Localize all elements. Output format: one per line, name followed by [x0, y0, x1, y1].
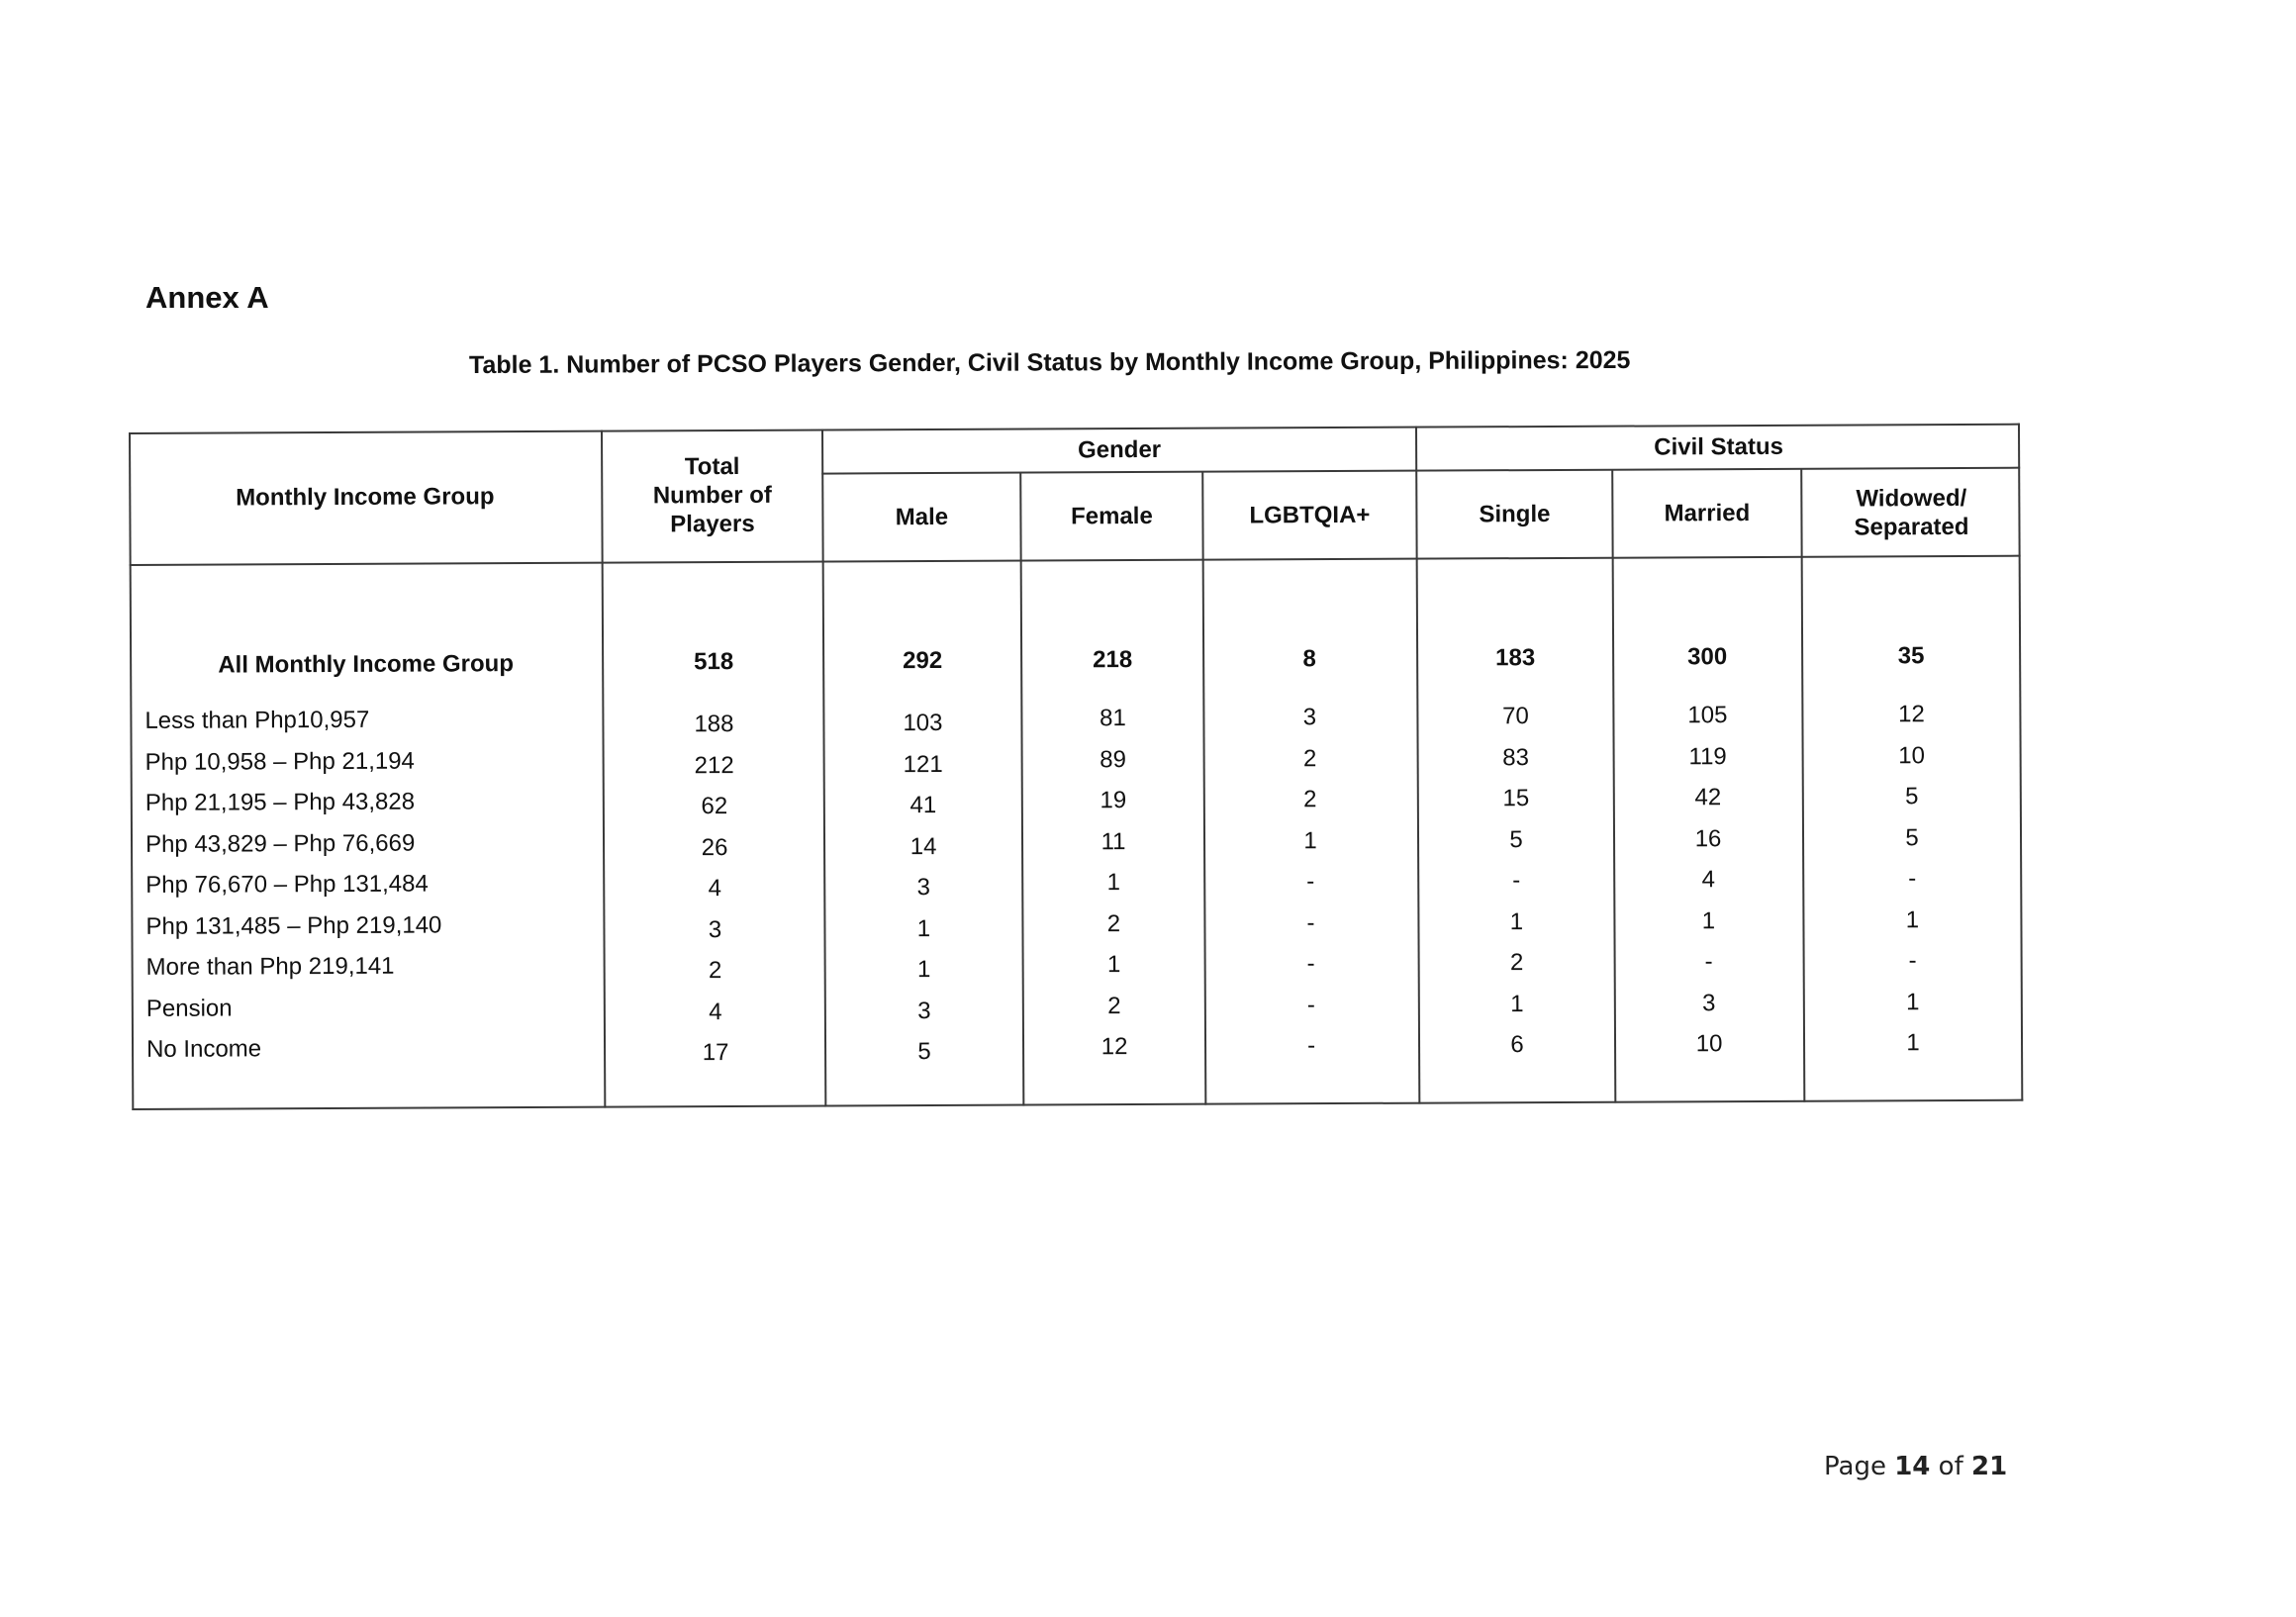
row-value: 1: [1906, 988, 1920, 1015]
row-value: 119: [1688, 742, 1727, 770]
header-civil-status: Civil Status: [1654, 432, 1783, 460]
header-total-players: Total Number of Players: [652, 452, 772, 538]
row-value: 17: [702, 1039, 729, 1067]
col-divider: [1800, 469, 1805, 1102]
row-value: 1: [1905, 905, 1920, 933]
total-row-value: 8: [1302, 645, 1316, 673]
row-value: 5: [917, 1038, 931, 1066]
row-value: 1: [1106, 951, 1121, 979]
header-lgbtqia: LGBTQIA+: [1249, 501, 1371, 529]
row-label: Php 131,485 – Php 219,140: [145, 910, 442, 940]
row-value: -: [1306, 908, 1315, 936]
row-value: 1: [1906, 1029, 1920, 1057]
total-row-value: 300: [1687, 643, 1728, 671]
row-value: 3: [708, 915, 722, 943]
row-value: -: [1512, 867, 1521, 895]
row-value: 3: [916, 874, 930, 902]
row-value: 14: [909, 832, 937, 860]
row-value: 16: [1694, 824, 1722, 852]
col-divider: [1019, 473, 1024, 1106]
row-value: -: [1306, 868, 1315, 896]
row-label: More than Php 219,141: [145, 952, 395, 981]
row-value: 3: [1302, 704, 1317, 731]
row-value: -: [1306, 950, 1315, 978]
row-value: 3: [917, 997, 931, 1024]
row-value: -: [1908, 865, 1917, 893]
row-value: 1: [1106, 869, 1120, 897]
row-value: 26: [701, 833, 728, 861]
row-value: 5: [1509, 825, 1523, 853]
page-of: of: [1938, 1452, 1963, 1481]
row-value: 6: [1510, 1031, 1524, 1059]
row-value: 1: [916, 956, 931, 984]
row-value: 5: [1905, 783, 1919, 810]
header-female: Female: [1071, 502, 1153, 530]
row-value: -: [1306, 991, 1315, 1018]
row-value: 42: [1694, 784, 1722, 811]
row-value: 10: [1695, 1030, 1723, 1058]
total-row-label: All Monthly Income Group: [218, 649, 515, 679]
row-value: 4: [708, 875, 721, 903]
row-label: Php 10,958 – Php 21,194: [144, 747, 415, 776]
row-value: 12: [1100, 1033, 1128, 1061]
col-divider: [1611, 470, 1616, 1103]
row-value: 19: [1100, 787, 1127, 814]
page-number: [1824, 1452, 2007, 1481]
row-value: 2: [1106, 909, 1121, 937]
row-value: 10: [1898, 741, 1926, 769]
row-label: Php 43,829 – Php 76,669: [144, 829, 416, 858]
row-value: 2: [1303, 786, 1317, 813]
row-value: 5: [1905, 823, 1919, 851]
row-label: Pension: [145, 994, 233, 1022]
total-row-value: 518: [694, 648, 734, 676]
header-male: Male: [895, 503, 949, 531]
row-label: Php 76,670 – Php 131,484: [145, 870, 429, 899]
row-value: -: [1704, 948, 1713, 976]
page-total: 21: [1971, 1452, 2008, 1481]
row-value: 11: [1100, 827, 1126, 855]
total-row-value: 35: [1897, 642, 1925, 670]
total-row-value: 292: [903, 646, 943, 675]
row-value: 2: [708, 957, 722, 985]
row-value: 4: [709, 998, 722, 1025]
row-value: 70: [1501, 703, 1529, 730]
header-gender: Gender: [1078, 435, 1162, 463]
row-value: -: [1908, 947, 1917, 975]
row-value: 12: [1897, 701, 1925, 728]
row-value: -: [1306, 1032, 1316, 1060]
row-value: 212: [694, 751, 734, 779]
page-prefix: Page: [1824, 1452, 1886, 1481]
row-value: 103: [903, 709, 943, 737]
row-value: 81: [1099, 705, 1126, 732]
col-divider: [1201, 472, 1206, 1105]
table-title: Table 1. Number of PCSO Players Gender, Civil Status by Monthly Income Group, Philippines: 2025: [468, 345, 1631, 379]
row-label: No Income: [145, 1035, 262, 1063]
header-married: Married: [1664, 499, 1751, 527]
row-label: Less than Php10,957: [144, 706, 370, 734]
row-value: 121: [903, 750, 943, 778]
total-row-value: 183: [1495, 644, 1536, 672]
row-value: 1: [1303, 826, 1317, 854]
header-income-group: Monthly Income Group: [236, 483, 495, 512]
table-border-bottom: [132, 1099, 2023, 1110]
row-value: 62: [701, 793, 728, 820]
row-value: 188: [694, 711, 734, 738]
row-value: 83: [1502, 743, 1530, 771]
row-value: 2: [1302, 744, 1317, 772]
header-single: Single: [1479, 500, 1551, 528]
total-row-value: 218: [1093, 646, 1133, 674]
row-value: 105: [1687, 702, 1728, 729]
row-value: 2: [1509, 949, 1524, 977]
row-value: 15: [1502, 785, 1530, 812]
page-current: 14: [1894, 1452, 1931, 1481]
income-table: [129, 424, 2023, 1110]
row-label: Php 21,195 – Php 43,828: [144, 788, 416, 816]
row-value: 89: [1100, 745, 1127, 773]
row-value: 1: [1701, 906, 1716, 934]
header-widowed: Widowed/ Separated: [1854, 484, 1969, 540]
row-value: 4: [1701, 866, 1715, 894]
row-value: 2: [1107, 992, 1121, 1019]
row-value: 1: [1509, 907, 1524, 935]
annex-heading: Annex A: [145, 280, 269, 315]
row-value: 3: [1702, 989, 1716, 1016]
row-value: 1: [1510, 990, 1524, 1017]
row-value: 41: [909, 792, 937, 819]
row-value: 1: [916, 914, 931, 942]
